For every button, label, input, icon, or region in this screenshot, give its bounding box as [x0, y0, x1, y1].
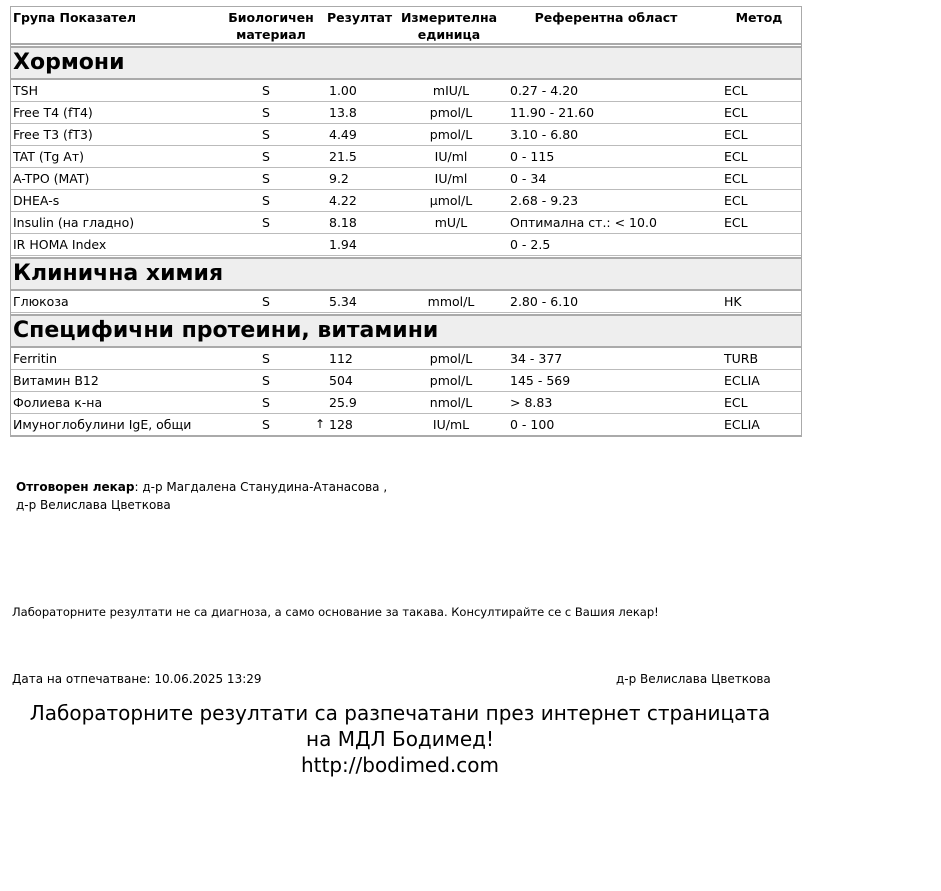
- notice-line1: Лабораторните резултати са разпечатани през интернет страницата: [29, 701, 771, 725]
- table-row: [11, 212, 801, 234]
- cell-method: ECL: [724, 105, 748, 120]
- cell-bio: S: [262, 171, 270, 186]
- cell-name: Ferritin: [13, 351, 58, 366]
- cell-name: Free T4 (fT4): [13, 105, 93, 120]
- cell-bio: S: [262, 395, 270, 410]
- table-row: [11, 234, 801, 256]
- cell-bio: S: [262, 351, 270, 366]
- cell-result: 1.94: [329, 237, 357, 252]
- cell-ref: 145 - 569: [510, 373, 571, 388]
- cell-ref: 2.68 - 9.23: [510, 193, 579, 208]
- cell-bio: S: [262, 105, 270, 120]
- cell-name: IR HOMA Index: [13, 237, 107, 252]
- cell-result: 8.18: [329, 215, 357, 230]
- cell-bio: S: [262, 83, 270, 98]
- section-title: Специфични протеини, витамини: [11, 314, 801, 348]
- disclaimer: Лабораторните резултати не са диагноза, а само основание за такава. Консултирайте се с Вашия лекар!: [12, 605, 659, 619]
- table-row: [11, 146, 801, 168]
- cell-result: 112: [329, 351, 353, 366]
- cell-name: TAT (Tg Ат): [13, 149, 84, 164]
- header-bio: Биологичен материал: [228, 10, 314, 42]
- responsible-doctor: [16, 480, 387, 494]
- cell-unit: mIU/L: [432, 83, 470, 98]
- website-url[interactable]: http://bodimed.com: [300, 753, 499, 777]
- cell-method: ECL: [724, 395, 748, 410]
- cell-result: 4.49: [329, 127, 357, 142]
- cell-unit: pmol/L: [429, 127, 473, 142]
- cell-method: ECL: [724, 171, 748, 186]
- table-row: [11, 370, 801, 392]
- cell-ref: 11.90 - 21.60: [510, 105, 595, 120]
- cell-ref: 0 - 2.5: [510, 237, 551, 252]
- table-row: [11, 168, 801, 190]
- cell-ref: 0 - 115: [510, 149, 555, 164]
- table-row: [11, 414, 801, 437]
- cell-unit: IU/mL: [432, 417, 470, 432]
- cell-method: ECLIA: [724, 373, 760, 388]
- doctor-label: Отговорен лекар: [16, 480, 135, 494]
- results-table: [10, 6, 802, 437]
- cell-ref: 0 - 34: [510, 171, 547, 186]
- cell-name: Имуноглобулини IgE, общи: [13, 417, 192, 432]
- cell-bio: S: [262, 373, 270, 388]
- cell-method: ECL: [724, 83, 748, 98]
- cell-result: 128: [329, 417, 353, 432]
- cell-ref: 34 - 377: [510, 351, 563, 366]
- cell-method: TURB: [724, 351, 759, 366]
- notice-line2: на МДЛ Бодимед!: [306, 727, 494, 751]
- header-method: Метод: [735, 10, 783, 25]
- cell-name: DHEA-s: [13, 193, 60, 208]
- cell-result: 25.9: [329, 395, 357, 410]
- cell-method: HK: [724, 294, 742, 309]
- cell-result: 504: [329, 373, 353, 388]
- cell-unit: nmol/L: [429, 395, 473, 410]
- cell-unit: pmol/L: [429, 351, 473, 366]
- cell-result: 5.34: [329, 294, 357, 309]
- cell-ref: 0.27 - 4.20: [510, 83, 579, 98]
- header-name: Група Показател: [13, 10, 137, 25]
- cell-ref: > 8.83: [510, 395, 553, 410]
- cell-ref: 3.10 - 6.80: [510, 127, 579, 142]
- table-row: [11, 291, 801, 313]
- cell-ref: Оптимална ст.: < 10.0: [510, 215, 657, 230]
- cell-bio: S: [262, 215, 270, 230]
- cell-result: 21.5: [329, 149, 357, 164]
- cell-ref: 2.80 - 6.10: [510, 294, 579, 309]
- cell-name: Free T3 (fT3): [13, 127, 93, 142]
- doctor-second: д-р Велислава Цветкова: [16, 498, 171, 512]
- table-row: [11, 190, 801, 212]
- cell-bio: S: [262, 417, 270, 432]
- table-row: [11, 392, 801, 414]
- cell-method: ECL: [724, 149, 748, 164]
- section-title: Клинична химия: [11, 257, 801, 291]
- cell-unit: pmol/L: [429, 373, 473, 388]
- header-unit: Измерителна единица: [400, 10, 498, 42]
- cell-name: Insulin (на гладно): [13, 215, 135, 230]
- cell-unit: mU/L: [434, 215, 468, 230]
- table-row: [11, 348, 801, 370]
- table-row: [11, 102, 801, 124]
- cell-result: 4.22: [329, 193, 357, 208]
- header-result: Резултат: [327, 10, 393, 25]
- cell-bio: S: [262, 294, 270, 309]
- cell-name: Глюкоза: [13, 294, 69, 309]
- cell-unit: IU/ml: [434, 149, 468, 164]
- cell-method: ECL: [724, 127, 748, 142]
- cell-result: 13.8: [329, 105, 357, 120]
- arrow-up-icon: ↑: [315, 417, 326, 431]
- cell-method: ECLIA: [724, 417, 760, 432]
- cell-result: 9.2: [329, 171, 349, 186]
- signer: д-р Велислава Цветкова: [616, 672, 771, 686]
- cell-unit: IU/ml: [434, 171, 468, 186]
- table-row: [11, 124, 801, 146]
- cell-ref: 0 - 100: [510, 417, 555, 432]
- cell-bio: S: [262, 149, 270, 164]
- cell-unit: µmol/L: [429, 193, 473, 208]
- cell-unit: mmol/L: [427, 294, 475, 309]
- cell-unit: pmol/L: [429, 105, 473, 120]
- table-header: [11, 7, 801, 45]
- section-title: Хормони: [11, 46, 801, 80]
- table-row: [11, 80, 801, 102]
- cell-name: A-TPO (MAT): [13, 171, 90, 186]
- header-ref: Референтна област: [534, 10, 678, 25]
- cell-name: Витамин B12: [13, 373, 99, 388]
- cell-name: Фолиева к-на: [13, 395, 103, 410]
- print-date: Дата на отпечатване: 10.06.2025 13:29: [12, 672, 262, 686]
- cell-method: ECL: [724, 215, 748, 230]
- doctor-names: : д-р Магдалена Станудина-Атанасова ,: [134, 480, 388, 494]
- cell-name: TSH: [13, 83, 38, 98]
- cell-bio: S: [262, 193, 270, 208]
- cell-bio: S: [262, 127, 270, 142]
- cell-method: ECL: [724, 193, 748, 208]
- cell-result: 1.00: [329, 83, 357, 98]
